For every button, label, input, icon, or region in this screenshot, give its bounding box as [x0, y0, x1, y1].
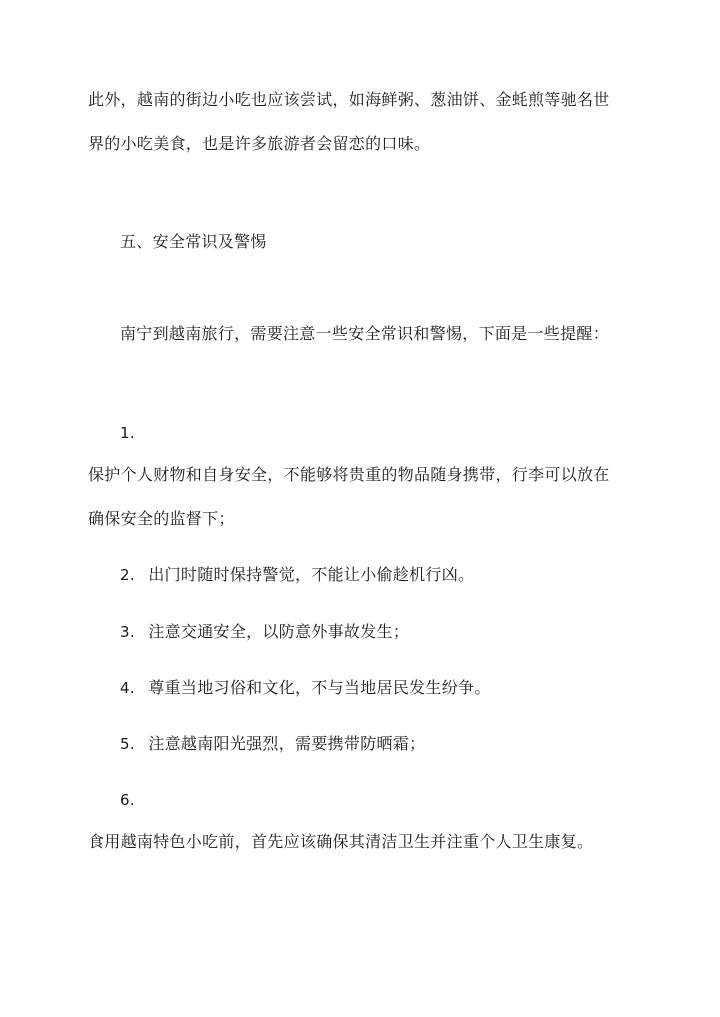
list-item — [120, 565, 474, 585]
list-item-number: 1. — [120, 424, 135, 442]
section-heading: 五、安全常识及警惕 — [120, 232, 267, 251]
list-item-text: 食用越南特色小吃前，首先应该确保其清洁卫生并注重个人卫生康复。 — [88, 832, 594, 851]
list-item — [120, 622, 409, 642]
paragraph-line: 此外，越南的街边小吃也应该尝试，如海鲜粥、葱油饼、金蚝煎等驰名世 — [88, 90, 610, 109]
list-item-text: 注意越南阳光强烈，需要携带防晒霜； — [148, 734, 426, 753]
list-item-text: 注意交通安全，以防意外事故发生； — [148, 622, 410, 641]
list-item — [120, 678, 491, 698]
list-item-text: 保护个人财物和自身安全，不能够将贵重的物品随身携带，行李可以放在 — [88, 465, 610, 484]
list-item-text: 确保安全的监督下； — [88, 509, 235, 528]
list-item-text: 出门时随时保持警觉，不能让小偷趁机行凶。 — [148, 565, 475, 584]
list-item-number: 2. — [120, 566, 135, 584]
paragraph-line: 界的小吃美食，也是许多旅游者会留恋的口味。 — [88, 134, 431, 153]
list-item-number: 4. — [120, 679, 135, 697]
list-item-number: 5. — [120, 735, 135, 753]
list-item-number: 3. — [120, 623, 135, 641]
list-item-number: 6. — [120, 791, 135, 809]
list-item — [120, 734, 425, 754]
list-item-text: 尊重当地习俗和文化，不与当地居民发生纷争。 — [148, 678, 491, 697]
intro-paragraph: 南宁到越南旅行，需要注意一些安全常识和警惕，下面是一些提醒： — [120, 324, 610, 343]
